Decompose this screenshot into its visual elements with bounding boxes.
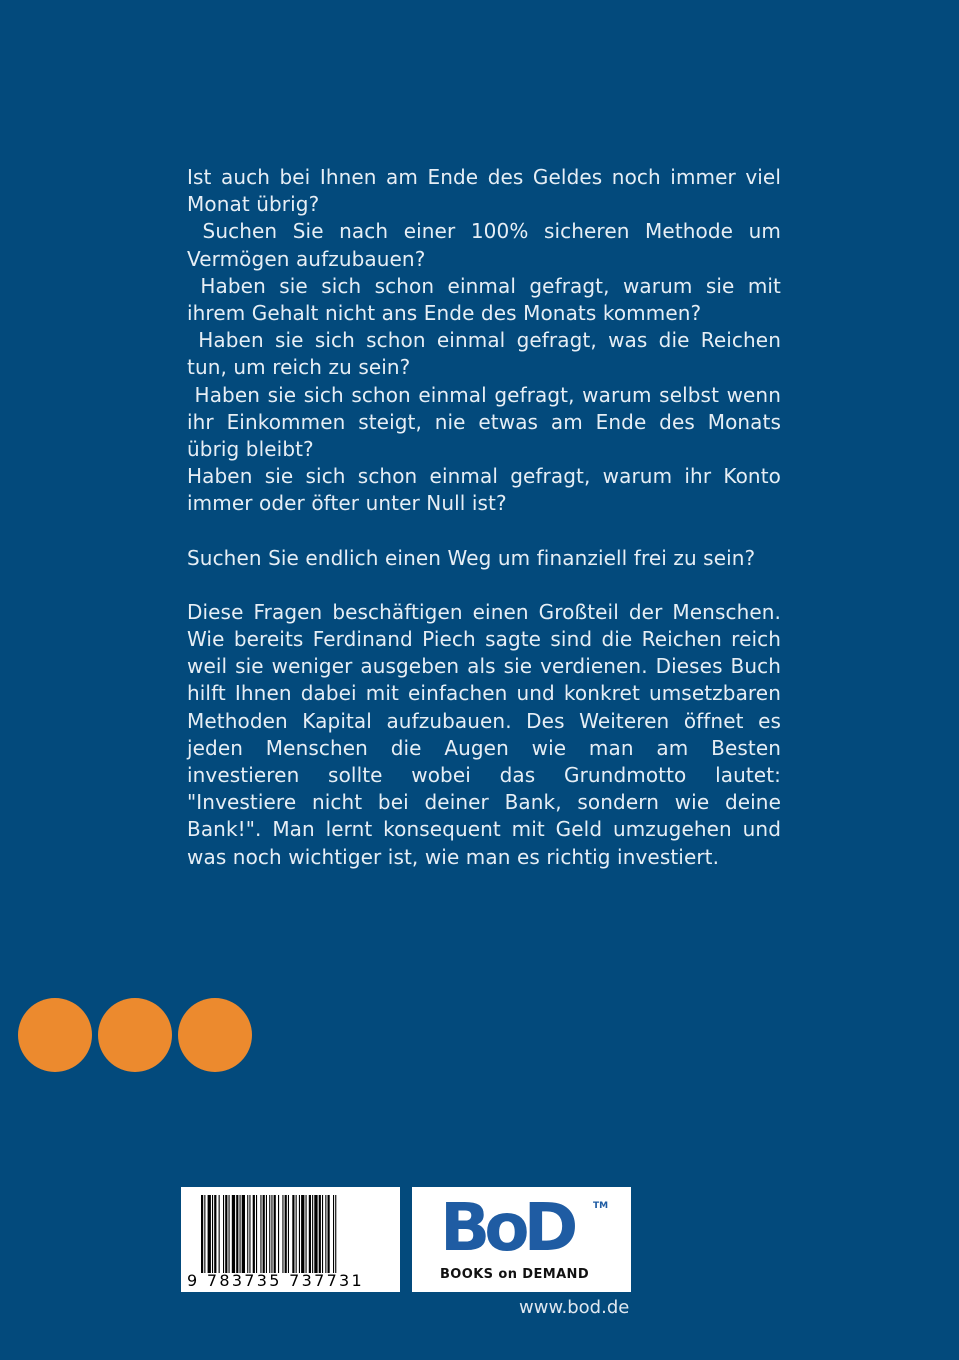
publisher-logo-box: [412, 1187, 631, 1292]
question-6: Haben sie sich schon einmal gefragt, warum ihr Konto immer oder öfter unter Null ist?: [187, 464, 781, 516]
back-cover-blurb: [187, 164, 781, 871]
orange-dot-1: [18, 998, 92, 1072]
question-5: Haben sie sich schon einmal gefragt, warum selbst wenn ihr Einkommen steigt, nie etwas am Ende des Monats übrig bleibt?: [187, 382, 781, 462]
description: Diese Fragen beschäftigen einen Großteil der Menschen. Wie bereits Ferdinand Piech sagte sind die Reichen reich weil sie weniger ausgeben als sie verdienen. Dieses Buch hilft Ihnen dabei mit einfachen und konkret umsetzbaren Methoden Kapital aufzubauen. Des Weiteren öffnet es jeden Menschen die Augen wie man am Besten investieren sollte wobei das Grundmotto lautet: "Investiere nicht bei deiner Bank, sondern wie deine Bank!". Man lernt konsequent mit Geld umzugehen und was noch wichtiger ist, wie man es richtig investiert.: [187, 599, 781, 869]
publisher-tagline: BOOKS on DEMAND: [440, 1267, 590, 1282]
bod-logo: BoD: [440, 1189, 573, 1266]
question-1: Ist auch bei Ihnen am Ende des Geldes noch immer viel Monat übrig?: [187, 165, 781, 217]
question-2: Suchen Sie nach einer 100% sicheren Methode um Vermögen aufzubauen?: [187, 219, 781, 271]
orange-dot-2: [98, 998, 172, 1072]
question-3: Haben sie sich schon einmal gefragt, warum sie mit ihrem Gehalt nicht ans Ende des Monats kommen?: [187, 273, 781, 326]
tagline: Suchen Sie endlich einen Weg um finanziell frei zu sein?: [187, 545, 756, 570]
orange-dot-3: [178, 998, 252, 1072]
barcode-bars: [201, 1195, 381, 1273]
question-4: Haben sie sich schon einmal gefragt, was die Reichen tun, um reich zu sein?: [187, 328, 781, 380]
publisher-url: www.bod.de: [519, 1297, 630, 1318]
barcode-digits: 9 783735 737731: [187, 1271, 365, 1290]
isbn-barcode: [181, 1187, 400, 1292]
decorative-dots: [18, 998, 252, 1072]
trademark-mark: TM: [593, 1201, 609, 1211]
